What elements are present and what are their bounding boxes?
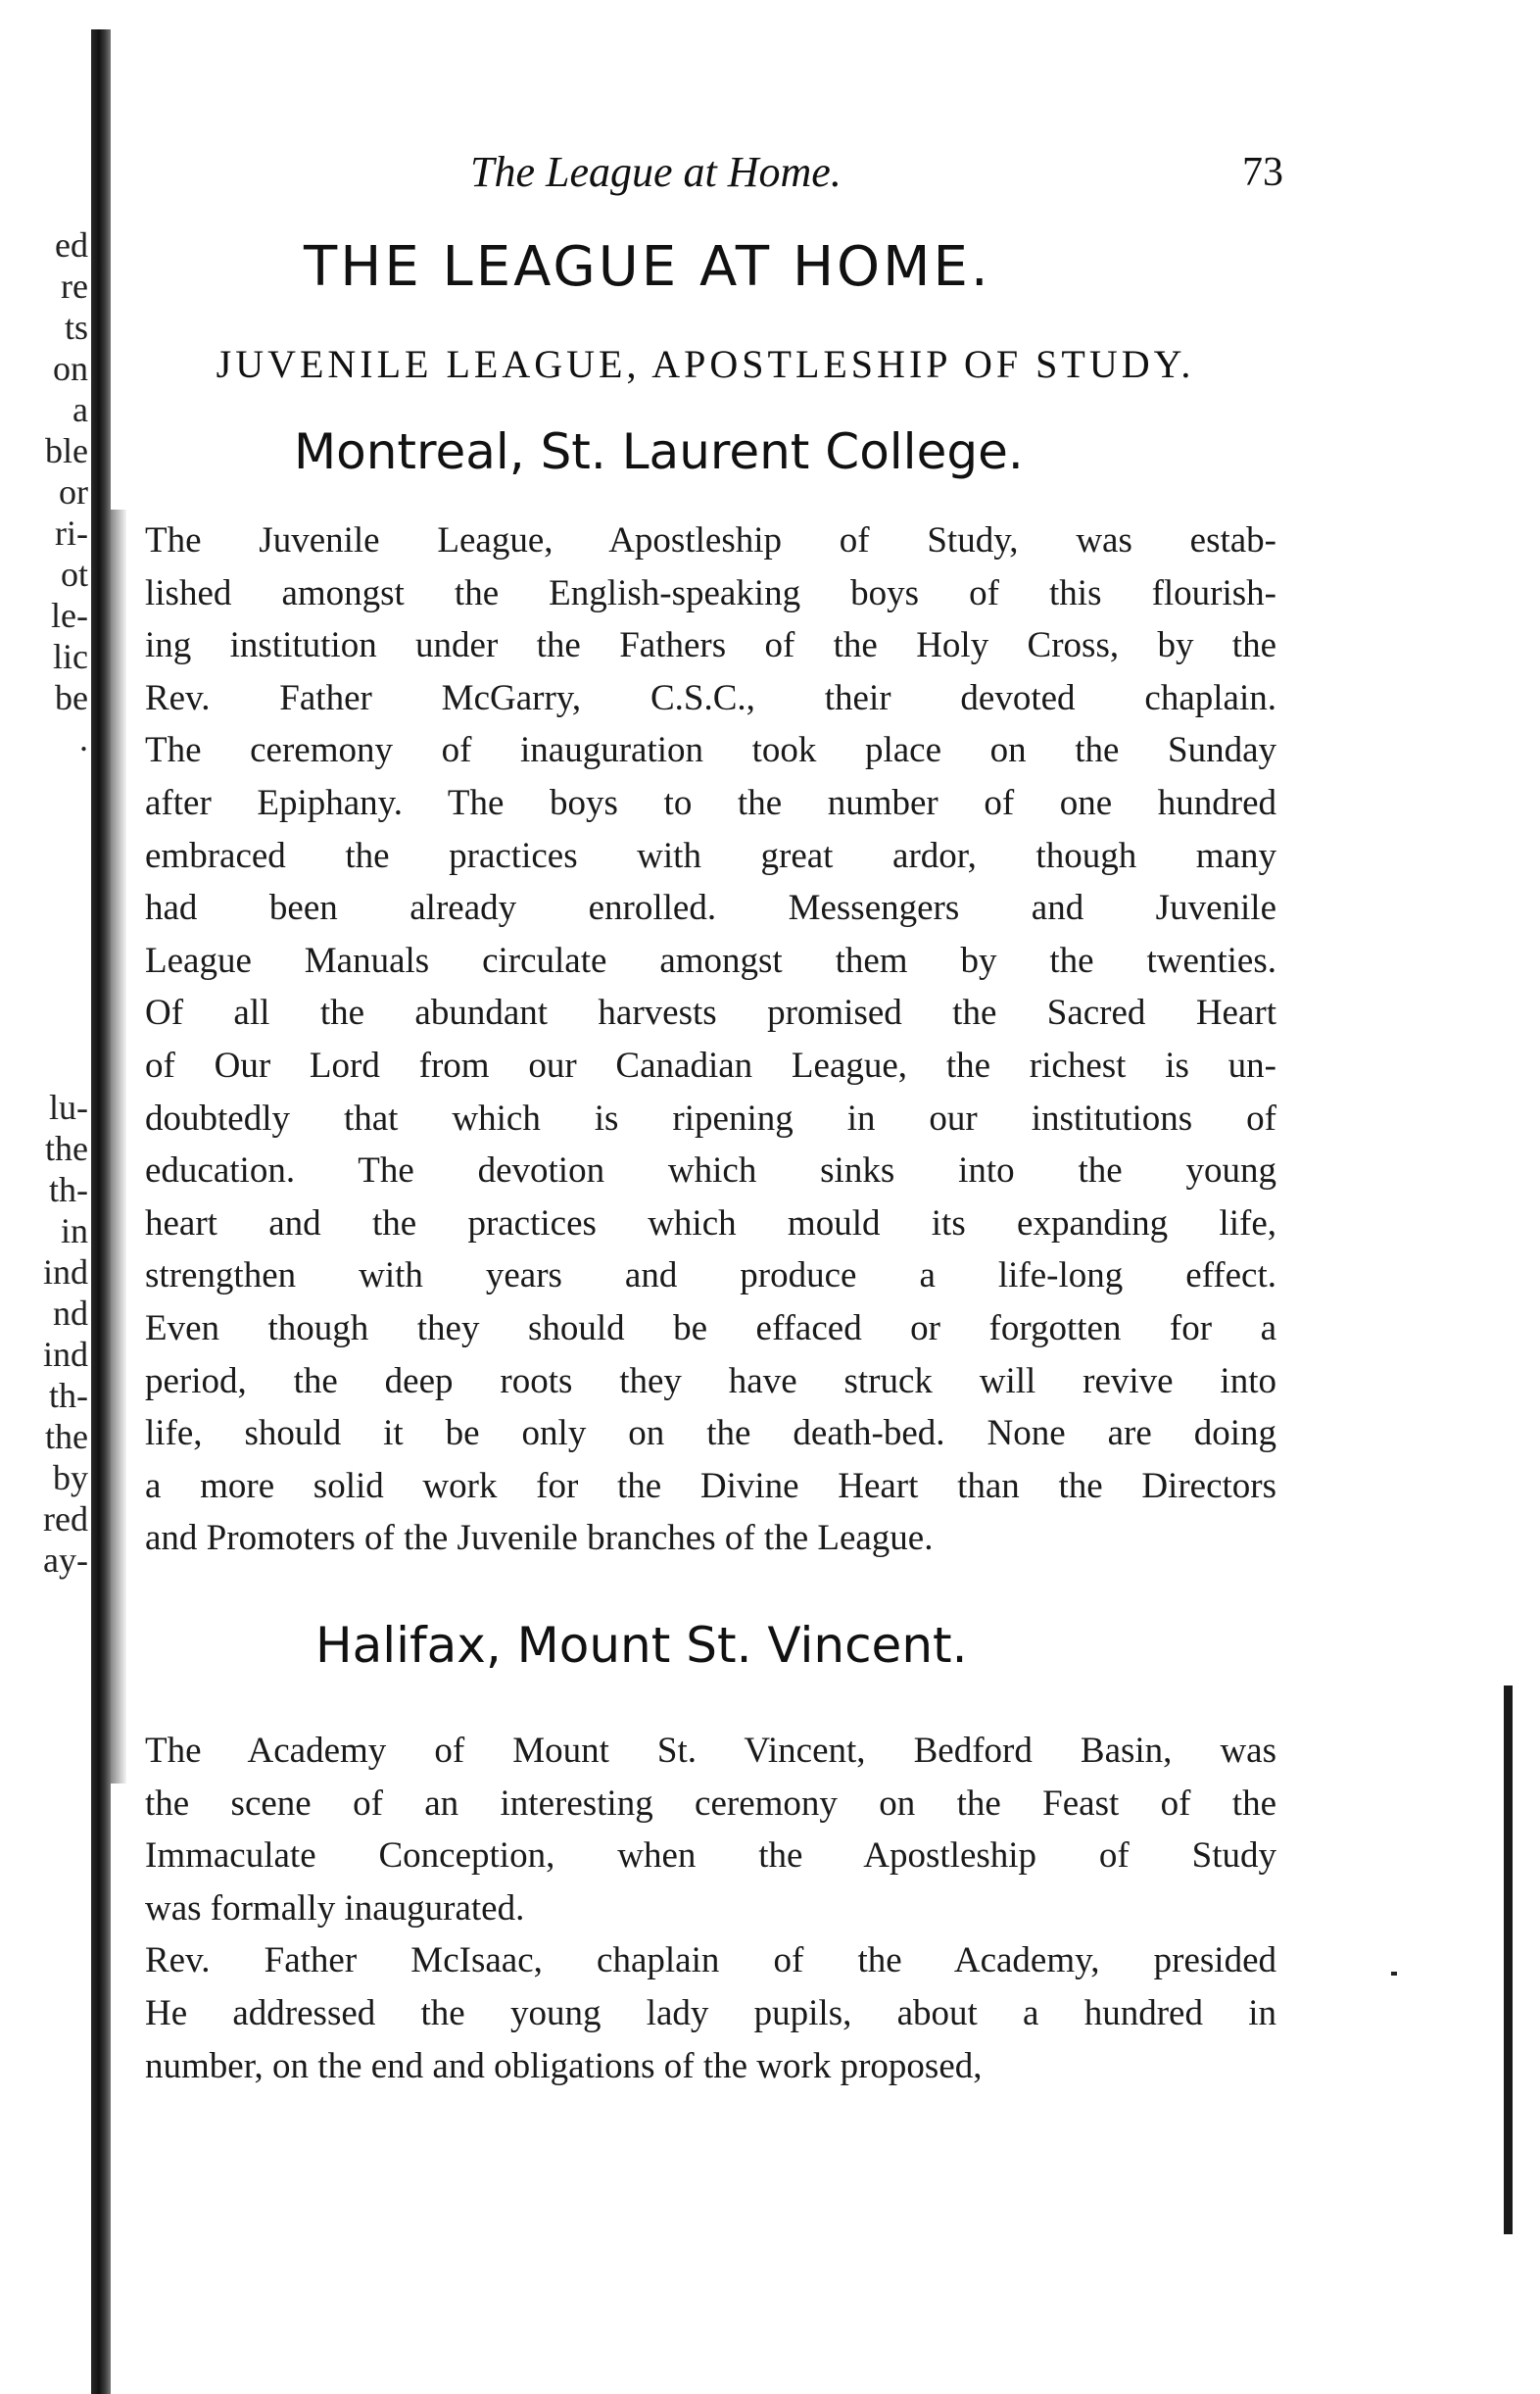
text-line: The ceremony of inauguration took place on the Sunday: [145, 730, 1276, 771]
text-line: period, the deep roots they have struck will revive into: [145, 1360, 1276, 1401]
running-head: The League at Home.: [470, 148, 842, 196]
text-line: a more solid work for the Divine Heart than the Directors: [145, 1465, 1276, 1506]
margin-fragment: the: [45, 1417, 88, 1456]
text-line: ing institution under the Fathers of the Holy Cross, by the: [145, 625, 1276, 666]
text-line: Rev. Father McGarry, C.S.C., their devoted chaplain.: [145, 677, 1276, 718]
margin-fragment: ri-: [55, 513, 88, 553]
text-line: the scene of an interesting ceremony on the Feast of the: [145, 1783, 1276, 1824]
text-line: of Our Lord from our Canadian League, the richest is un-: [145, 1045, 1276, 1086]
margin-fragment: ts: [64, 308, 88, 347]
margin-fragment: or: [59, 472, 88, 512]
text-line: Immaculate Conception, when the Apostleship of Study: [145, 1835, 1276, 1877]
right-edge-mark: [1504, 1686, 1513, 2234]
text-line: life, should it be only on the death-bed. None are doing: [145, 1413, 1276, 1454]
page-title: THE LEAGUE AT HOME.: [304, 235, 991, 299]
margin-fragment: le-: [51, 596, 88, 635]
text-line: The Academy of Mount St. Vincent, Bedford Basin, was: [145, 1731, 1276, 1771]
left-margin-fragments-bottom: [0, 1088, 88, 1582]
margin-fragment: lic: [53, 637, 88, 676]
margin-fragment: .: [79, 719, 88, 758]
binding-shadow: [111, 510, 126, 1783]
margin-fragment: th-: [49, 1170, 88, 1209]
text-line: and Promoters of the Juvenile branches of the League.: [145, 1518, 934, 1559]
text-line: after Epiphany. The boys to the number of one hundred: [145, 782, 1276, 823]
margin-fragment: ind: [42, 1335, 88, 1374]
margin-fragment: the: [45, 1129, 88, 1168]
text-line: heart and the practices which mould its expanding life,: [145, 1202, 1276, 1244]
subtitle: JUVENILE LEAGUE, APOSTLESHIP OF STUDY.: [216, 342, 1195, 386]
section-body-montreal: [145, 514, 1276, 1565]
text-line: education. The devotion which sinks into the young: [145, 1150, 1276, 1192]
margin-fragment: ind: [42, 1252, 88, 1292]
text-line: Rev. Father McIsaac, chaplain of the Academy, presided: [145, 1940, 1276, 1981]
margin-fragment: on: [53, 349, 88, 388]
section-body-halifax: [145, 1725, 1276, 2092]
text-line: number, on the end and obligations of the work proposed,: [145, 2045, 983, 2086]
margin-fragment: lu-: [49, 1088, 88, 1127]
margin-fragment: a: [72, 390, 88, 429]
text-line: embraced the practices with great ardor, though many: [145, 835, 1276, 876]
binding-gutter: [91, 29, 111, 2394]
text-line: doubtedly that which is ripening in our institutions of: [145, 1098, 1276, 1139]
margin-fragment: red: [43, 1499, 88, 1539]
text-line: was formally inaugurated.: [145, 1887, 525, 1929]
text-line: The Juvenile League, Apostleship of Study, was estab-: [145, 520, 1276, 561]
page-number: 73: [1242, 150, 1283, 195]
margin-fragment: by: [53, 1458, 88, 1497]
margin-fragment: be: [55, 678, 88, 717]
margin-fragment: re: [61, 267, 88, 306]
stray-mark: [1391, 1972, 1397, 1976]
text-line: Of all the abundant harvests promised the Sacred Heart: [145, 993, 1276, 1034]
section-heading-montreal: Montreal, St. Laurent College.: [294, 423, 1024, 480]
margin-fragment: in: [60, 1211, 88, 1250]
text-line: strengthen with years and produce a life-long effect.: [145, 1255, 1276, 1296]
left-margin-fragments-top: [0, 225, 88, 760]
margin-fragment: th-: [49, 1376, 88, 1415]
margin-fragment: nd: [53, 1294, 88, 1333]
margin-fragment: ed: [55, 225, 88, 265]
margin-fragment: ot: [60, 555, 88, 594]
text-line: League Manuals circulate amongst them by the twenties.: [145, 940, 1276, 981]
text-line: had been already enrolled. Messengers and Juvenile: [145, 888, 1276, 929]
text-line: He addressed the young lady pupils, about a hundred in: [145, 1992, 1276, 2033]
margin-fragment: ay-: [43, 1540, 88, 1580]
text-line: Even though they should be effaced or forgotten for a: [145, 1307, 1276, 1348]
text-line: lished amongst the English-speaking boys of this flourish-: [145, 572, 1276, 613]
margin-fragment: ble: [45, 431, 88, 470]
section-heading-halifax: Halifax, Mount St. Vincent.: [315, 1617, 968, 1674]
